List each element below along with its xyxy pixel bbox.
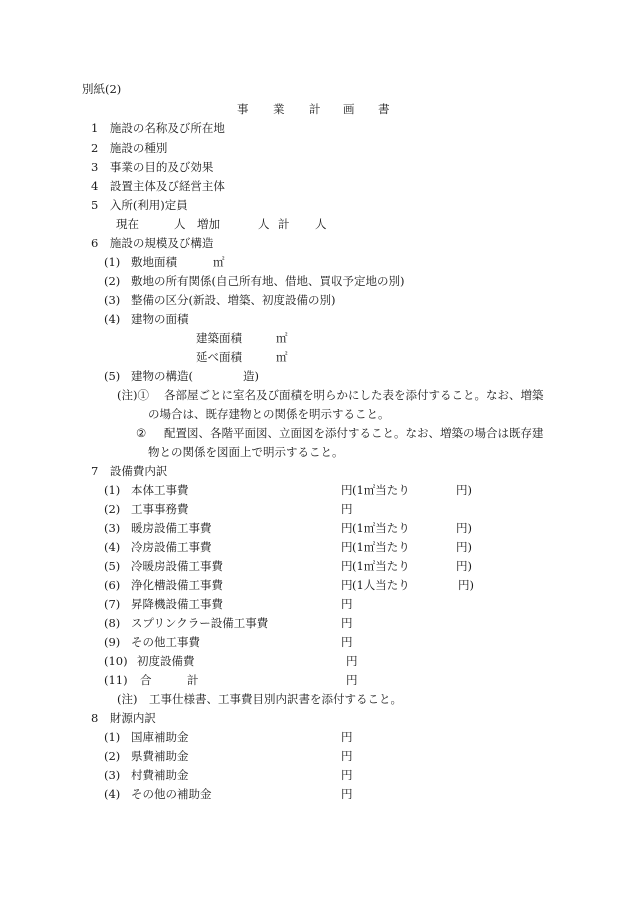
s8-item-3-yen: 円 [341, 768, 353, 782]
s8-item-2-yen: 円 [341, 749, 353, 763]
capacity-total-label: 計 [278, 217, 290, 231]
section-8-heading: 8 財源内訳 [91, 711, 156, 725]
s7-item-2-no: (2) [104, 502, 121, 516]
s7-item-8-label: スプリンクラー設備工事費 [131, 616, 269, 630]
s7-item-6-close: 円) [458, 578, 474, 592]
section-5-heading: 5 入所(利用)定員 [91, 198, 188, 212]
capacity-increase-label: 増加 [197, 217, 220, 231]
capacity-current-unit: 人 [174, 217, 186, 231]
s7-item-1-no: (1) [104, 483, 121, 497]
s8-item-4-label: その他の補助金 [131, 787, 212, 801]
s7-item-5-per: (1㎡当たり [352, 559, 410, 573]
section-1-heading: 1 施設の名称及び所在地 [91, 121, 225, 135]
s6-item-1-no: (1) [104, 255, 121, 269]
section-4-heading: 4 設置主体及び経営主体 [91, 179, 225, 193]
s8-item-1-no: (1) [104, 730, 121, 744]
s8-item-2-no: (2) [104, 749, 121, 763]
s7-item-6-yen: 円 [341, 578, 353, 592]
s6-note-1-prefix: (注)① [117, 388, 149, 402]
s6-item-4-no: (4) [104, 312, 121, 326]
s7-item-9-label: その他工事費 [131, 635, 200, 649]
capacity-increase-unit: 人 [258, 217, 270, 231]
s7-item-9-no: (9) [104, 635, 121, 649]
s6-item-1-label: 敷地面積 [131, 255, 177, 269]
title-char-4: 画 [343, 102, 355, 116]
s7-item-4-yen: 円 [341, 540, 353, 554]
s6-note-2-line-1: 配置図、各階平面図、立面図を添付すること。なお、増築の場合は既存建 [164, 426, 544, 440]
s7-item-4-close: 円) [456, 540, 472, 554]
floor-area-label: 延べ面積 [196, 350, 242, 364]
s7-item-9-yen: 円 [341, 635, 353, 649]
s8-item-3-no: (3) [104, 768, 121, 782]
s7-item-3-per: (1㎡当たり [352, 521, 410, 535]
s7-item-3-close: 円) [456, 521, 472, 535]
s8-item-4-yen: 円 [341, 787, 353, 801]
s6-item-5-no: (5) [104, 369, 121, 383]
s7-item-5-close: 円) [456, 559, 472, 573]
s6-item-3-no: (3) [104, 293, 121, 307]
s7-item-1-label: 本体工事費 [131, 483, 189, 497]
s7-item-8-no: (8) [104, 616, 121, 630]
s7-total-label-a: 合 [140, 673, 152, 687]
s7-item-5-label: 冷暖房設備工事費 [131, 559, 223, 573]
s7-total-yen: 円 [346, 673, 358, 687]
s7-note: (注) 工事仕様書、工事費目別内訳書を添付すること。 [117, 692, 402, 706]
s7-item-4-label: 冷房設備工事費 [131, 540, 212, 554]
s6-note-2-line-2: 物との関係を図面上で明示すること。 [148, 445, 344, 459]
building-area-label: 建築面積 [196, 331, 242, 345]
section-7-heading: 7 設備費内訳 [91, 464, 168, 478]
building-area-unit: ㎡ [276, 331, 288, 345]
s7-item-7-label: 昇降機設備工事費 [131, 597, 223, 611]
s8-item-4-no: (4) [104, 787, 121, 801]
s6-note-1-line-2: の場合は、既存建物との関係を明示すること。 [148, 407, 390, 421]
s8-item-2-label: 県費補助金 [131, 749, 189, 763]
title-char-2: 業 [273, 102, 285, 116]
s7-item-7-yen: 円 [341, 597, 353, 611]
s7-item-1-per: (1㎡当たり [352, 483, 410, 497]
s8-item-1-label: 国庫補助金 [131, 730, 189, 744]
s7-item-10-no: (10) [104, 654, 128, 668]
s7-item-3-yen: 円 [341, 521, 353, 535]
s6-item-3-label: 整備の区分(新設、増築、初度設備の別) [131, 293, 336, 307]
s7-item-4-per: (1㎡当たり [352, 540, 410, 554]
s7-item-8-yen: 円 [341, 616, 353, 630]
title-char-1: 事 [237, 102, 249, 116]
s6-note-1-line-1: 各部屋ごとに室名及び面積を明らかにした表を添付すること。なお、増築 [164, 388, 544, 402]
s7-item-11-no: (11) [104, 673, 128, 687]
s6-note-2-prefix: ② [136, 426, 147, 440]
s8-item-1-yen: 円 [341, 730, 353, 744]
section-3-heading: 3 事業の目的及び効果 [91, 160, 214, 174]
floor-area-unit: ㎡ [276, 350, 288, 364]
s7-total-label-b: 計 [187, 673, 199, 687]
s7-item-5-yen: 円 [341, 559, 353, 573]
s7-item-10-label: 初度設備費 [137, 654, 195, 668]
s7-item-6-no: (6) [104, 578, 121, 592]
section-2-heading: 2 施設の種別 [91, 141, 168, 155]
s7-item-1-close: 円) [456, 483, 472, 497]
s7-item-7-no: (7) [104, 597, 121, 611]
capacity-current-label: 現在 [116, 217, 139, 231]
title-char-3: 計 [309, 102, 321, 116]
s8-item-3-label: 村費補助金 [131, 768, 189, 782]
s7-item-3-label: 暖房設備工事費 [131, 521, 212, 535]
s6-item-2-label: 敷地の所有関係(自己所有地、借地、買収予定地の別) [131, 274, 405, 288]
s7-item-6-label: 浄化槽設備工事費 [131, 578, 223, 592]
title-char-5: 書 [378, 102, 390, 116]
s7-item-4-no: (4) [104, 540, 121, 554]
capacity-total-unit: 人 [315, 217, 327, 231]
s6-item-5-label-end: 造) [243, 369, 259, 383]
s7-item-6-per: (1人当たり [352, 578, 410, 592]
s7-item-10-yen: 円 [346, 654, 358, 668]
s6-item-4-label: 建物の面積 [131, 312, 189, 326]
s7-item-2-label: 工事事務費 [131, 502, 189, 516]
s7-item-3-no: (3) [104, 521, 121, 535]
section-6-heading: 6 施設の規模及び構造 [91, 236, 214, 250]
s7-item-2-yen: 円 [341, 502, 353, 516]
s7-item-5-no: (5) [104, 559, 121, 573]
s6-item-1-unit: ㎡ [213, 255, 225, 269]
attachment-label: 別紙(2) [82, 82, 122, 96]
s7-item-1-yen: 円 [341, 483, 353, 497]
s6-item-5-label: 建物の構造( [131, 369, 193, 383]
s6-item-2-no: (2) [104, 274, 121, 288]
